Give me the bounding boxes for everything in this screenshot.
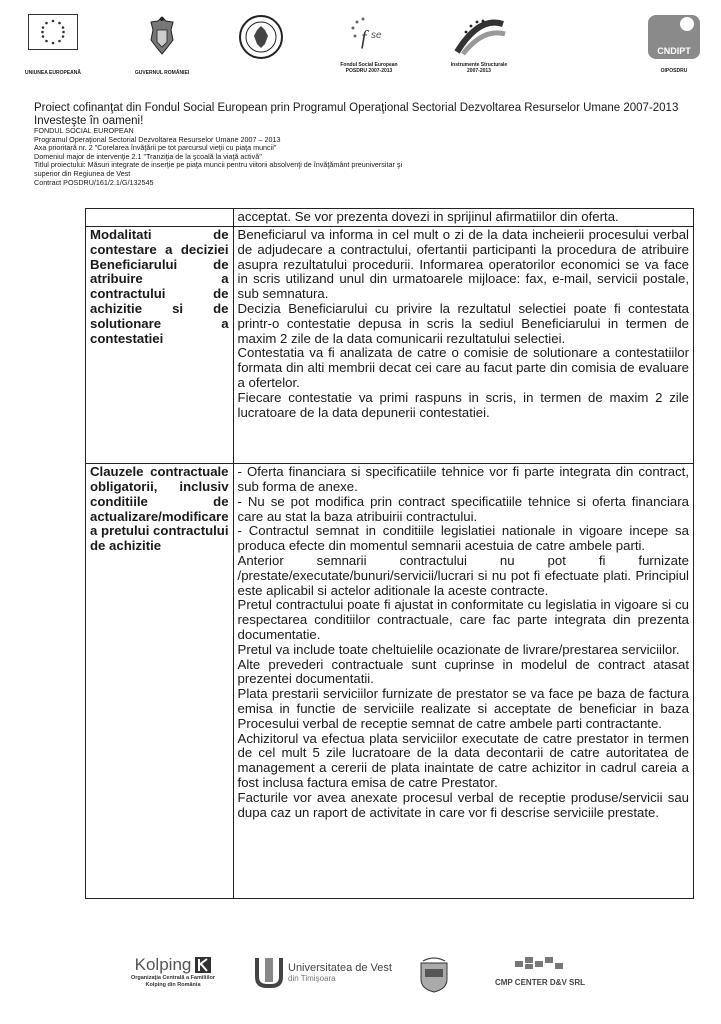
partner-crest-logo — [414, 955, 454, 998]
fse-logo — [330, 14, 408, 74]
kolping-sub1: Organizaţia Centrală a Familiilor — [130, 975, 216, 981]
info-line: Programul Operaţional Sectorial Dezvoltarea Resurselor Umane 2007 – 2013 — [34, 134, 281, 144]
procurement-table — [85, 208, 694, 899]
instrumente-caption: Instrumente Structurale — [450, 62, 508, 68]
uvt-logo — [254, 955, 394, 989]
instrumente-logo — [436, 14, 522, 74]
paragraph: Fiecare contestatie va primi raspuns in scris, in termen de maxim 2 zile lucratoare de la data depunerii contestatiei. — [237, 389, 689, 420]
table-row — [86, 227, 694, 464]
kolping-name: Kolping — [134, 955, 192, 974]
info-line: Titlul proiectului: Măsuri integrate de inserţie pe piaţa muncii pentru viitorii absolvenţi de învăţământ preuniversitar şi — [34, 160, 403, 170]
kolping-logo — [118, 955, 228, 989]
cmp-logo — [480, 955, 600, 987]
paragraph: - Nu se pot modifica prin contract specificatiile tehnice si oferta financiara care au stat la baza atribuirii contractului. — [237, 493, 689, 524]
kolping-k-icon — [195, 957, 211, 973]
paragraph: Achizitorul va efectua plata serviciilor executate de catre prestator in termen de cel mult 5 zile lucratoare de la data decontarii de catre autoritatea de management a cererii de plata inaintate de catre achizitor in cadrul careia a fost inclusa factura emisa de catre Prestator. — [237, 730, 689, 790]
project-motto: Investeşte în oameni! — [34, 115, 144, 127]
eu-logo — [20, 14, 86, 76]
romania-coat-of-arms-icon — [147, 14, 177, 58]
contestation-label: Modalitati de contestare a deciziei Beneficiarului de atribuire a contractului de achizitie si de solutionare a contestatiei — [86, 227, 234, 464]
paragraph: Facturile vor avea anexate procesul verbal de receptie produse/servicii sau dupa caz un raport de activitate in care vor fi descrise serviciile prestate. — [237, 789, 689, 820]
table-row — [86, 209, 694, 227]
crest-icon — [419, 955, 449, 993]
paragraph: Plata prestarii serviciilor furnizate de prestator se va face pe baza de factura emisa in functie de serviciile realizate si acceptate de beneficiar in baza Procesului verbal de receptie semnat de catre ambele parti contractante. — [237, 686, 689, 731]
paragraph: - Oferta financiara si specificatiile tehnice vor fi parte integrata din contract, sub forma de anexe. — [237, 464, 689, 494]
fse-caption-2: POSDRU 2007-2013 — [345, 68, 393, 74]
gov-logo — [116, 14, 208, 76]
info-line: Contract POSDRU/161/2.1/G/132545 — [34, 177, 154, 187]
paragraph: Anterior semnarii contractului nu pot fi furnizate /prestate/executate/bunuri/servicii/lucrari si nu pot fi efectuate plati. Principiul este aplicabil si actelor aditionale la aceste contracte. — [237, 552, 689, 598]
cndipt-mark: CNDIPT — [657, 46, 691, 56]
cmp-pixel-mark-icon — [505, 955, 575, 971]
info-line: Axa prioritară nr. 2 "Corelarea învăţării pe tot parcursul vieţii cu piaţa muncii" — [34, 143, 277, 153]
cndipt-logo — [646, 14, 702, 74]
eu-flag-icon — [28, 14, 78, 50]
kolping-sub2: Kolping din România — [145, 982, 201, 988]
header-logos — [18, 14, 708, 86]
uvt-name: Universitatea de Vest — [288, 961, 392, 974]
info-line: FONDUL SOCIAL EUROPEAN — [34, 126, 134, 135]
ministry-logo — [236, 14, 286, 60]
continued-text: acceptat. Se vor prezenta dovezi in sprijinul afirmatiilor din oferta. — [237, 209, 619, 224]
paragraph: Decizia Beneficiarului cu privire la rezultatul selectiei poate fi contestata printr-o contestatie depusa in scris la sediul Beneficiarului in termen de maxim 2 zile de la data comunicarii rezultatului selectiei. — [237, 300, 689, 346]
svg-text:f: f — [361, 27, 367, 49]
project-info-block — [34, 127, 594, 187]
eu-caption: UNIUNEA EUROPEANĂ — [25, 70, 81, 76]
cndipt-caption: OIPOSDRU — [660, 68, 688, 74]
uvt-city: din Timişoara — [288, 973, 336, 983]
paragraph: Pretul contractului poate fi ajustat in conformitate cu legislatia in vigoare si cu respectarea conditiilor contractuale, care fac parte integrata din prezenta documentatie. — [237, 597, 689, 642]
project-cofinancing-line: Proiect cofinanţat din Fondul Social European prin Programul Operaţional Sectorial Dezvoltarea Resurselor Umane 2007-2013 — [34, 102, 679, 114]
fse-emblem-icon — [349, 14, 389, 54]
cndipt-badge-icon — [647, 14, 701, 60]
ministry-seal-icon — [238, 14, 284, 60]
clauses-text-cell — [233, 464, 693, 899]
paragraph: Contestatia va fi analizata de catre o comisie de solutionare a contestatiilor formata din alti membrii decat cei care au facut parte din comisia de evaluare a ofertelor. — [237, 345, 689, 390]
table-row — [86, 464, 694, 899]
info-line: Domeniul major de intervenţie 2.1 "Tranziţia de la şcoală la viaţă activă" — [34, 151, 262, 161]
paragraph: Beneficiarul va informa in cel mult o zi de la data incheierii procesului verbal de adjudecare a contractului, ofertantii participanti la procedura de atribuire asupra rezultatului procedurii. Informarea operatorilor economici se va face in scris utilizand unul din urmatoarele mijloace: fax, e-mail, servicii postale, sub semnatura. — [237, 227, 689, 302]
continued-text-cell — [233, 209, 693, 227]
paragraph: - Contractul semnat in conditiile legislatiei nationale in vigoare incepe sa produca efecte din momentul semnarii acestuia de catre ambele parti. — [237, 523, 689, 554]
clauses-label: Clauzele contractuale obligatorii, inclusiv conditiile de actualizare/modificare a pretului contractului de achizitie — [86, 464, 234, 899]
paragraph: Alte prevederi contractuale sunt cuprinse in modelul de contract atasat prezentei documentatii. — [237, 656, 689, 687]
info-line: superior din Regiunea de Vest — [34, 168, 131, 178]
instrumente-structurale-icon — [449, 14, 509, 58]
table-cell-empty — [86, 209, 234, 227]
fse-caption: Fondul Social European — [340, 62, 398, 68]
instrumente-caption-2: 2007-2013 — [467, 68, 491, 74]
gov-caption: GUVERNUL ROMÂNIEI — [134, 70, 190, 76]
contestation-text-cell — [233, 227, 693, 464]
paragraph: Pretul va include toate cheltuielile ocazionate de livrare/prestarea serviciilor. — [237, 641, 680, 657]
cmp-name: CMP CENTER D&V SRL — [494, 978, 586, 987]
uvt-emblem-icon — [254, 955, 284, 989]
footer-logos — [0, 955, 721, 1015]
svg-text:se: se — [371, 30, 382, 41]
